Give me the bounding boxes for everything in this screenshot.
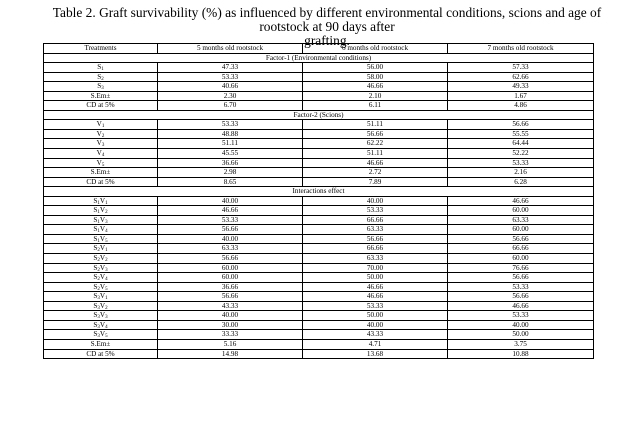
- treatment-subscript: 1: [105, 296, 108, 302]
- section-title: Factor-1 (Environmental conditions): [44, 53, 594, 63]
- treatment-symbol: V: [99, 234, 106, 243]
- treatment-symbol: S: [93, 225, 98, 234]
- treatment-label: [44, 244, 158, 254]
- value-cell: 56.66: [158, 292, 303, 302]
- treatment-symbol: S: [93, 330, 98, 339]
- value-cell: 2.30: [158, 91, 303, 101]
- table-row: [44, 91, 594, 101]
- value-cell: 56.66: [448, 273, 594, 283]
- treatment-subscript: 3: [97, 334, 100, 340]
- value-cell: 6.70: [158, 101, 303, 111]
- value-cell: 56.66: [158, 225, 303, 235]
- treatment-label: [44, 263, 158, 273]
- treatment-subscript: 1: [101, 124, 105, 130]
- treatment-symbol: V: [96, 139, 102, 148]
- table-row: [44, 168, 594, 178]
- treatment-subscript: 3: [105, 219, 108, 225]
- value-cell: 56.00: [303, 63, 448, 73]
- treatment-symbol: S: [93, 234, 98, 243]
- treatment-symbol: V: [96, 120, 102, 129]
- treatment-subscript: 1: [97, 229, 100, 235]
- treatment-symbol: V: [99, 320, 106, 329]
- treatment-symbol: CD at 5%: [86, 177, 115, 186]
- value-cell: 56.66: [448, 234, 594, 244]
- treatment-symbol: S: [93, 301, 98, 310]
- value-cell: 2.98: [158, 168, 303, 178]
- value-cell: 48.88: [158, 129, 303, 139]
- header-cell-6-months: 6 months old rootstock: [303, 44, 448, 54]
- value-cell: 53.33: [158, 72, 303, 82]
- table-row: [44, 120, 594, 130]
- treatment-symbol: V: [99, 301, 106, 310]
- value-cell: 56.66: [448, 292, 594, 302]
- value-cell: 2.10: [303, 91, 448, 101]
- treatment-label: [44, 91, 158, 101]
- value-cell: 50.00: [303, 311, 448, 321]
- treatment-symbol: S: [97, 72, 102, 81]
- treatment-symbol: S.Em±: [90, 168, 111, 177]
- value-cell: 40.00: [303, 320, 448, 330]
- value-cell: 50.00: [303, 273, 448, 283]
- value-cell: 53.33: [448, 311, 594, 321]
- treatment-subscript: 3: [97, 324, 100, 330]
- header-cell-5-months: 5 months old rootstock: [158, 44, 303, 54]
- value-cell: 46.66: [158, 206, 303, 216]
- value-cell: 50.00: [448, 330, 594, 340]
- treatment-symbol: S: [93, 263, 98, 272]
- treatment-label: [44, 149, 158, 159]
- treatment-subscript: 2: [97, 286, 100, 292]
- value-cell: 3.75: [448, 339, 594, 349]
- value-cell: 2.72: [303, 168, 448, 178]
- value-cell: 46.66: [303, 82, 448, 92]
- value-cell: 60.00: [448, 225, 594, 235]
- table-row: [44, 215, 594, 225]
- treatment-label: [44, 234, 158, 244]
- value-cell: 56.66: [448, 120, 594, 130]
- treatment-subscript: 1: [105, 248, 108, 254]
- table-body: [44, 44, 594, 359]
- treatment-label: [44, 72, 158, 82]
- table-row: [44, 254, 594, 264]
- value-cell: 30.00: [158, 320, 303, 330]
- treatment-label: [44, 292, 158, 302]
- value-cell: 53.33: [303, 301, 448, 311]
- treatment-subscript: 1: [97, 210, 100, 216]
- treatment-symbol: S: [93, 292, 98, 301]
- treatment-symbol: CD at 5%: [86, 101, 115, 110]
- value-cell: 40.00: [448, 320, 594, 330]
- table-row: [44, 149, 594, 159]
- value-cell: 46.66: [448, 196, 594, 206]
- table-row: [44, 311, 594, 321]
- table-row: [44, 292, 594, 302]
- value-cell: 51.11: [158, 139, 303, 149]
- section-title-row: [44, 53, 594, 63]
- value-cell: 40.66: [158, 82, 303, 92]
- table-row: [44, 177, 594, 187]
- treatment-label: [44, 139, 158, 149]
- value-cell: 63.33: [303, 254, 448, 264]
- table-row: [44, 320, 594, 330]
- graft-survivability-table: [43, 43, 594, 359]
- treatment-subscript: 2: [105, 258, 108, 264]
- table-caption: [40, 6, 614, 48]
- treatment-label: [44, 225, 158, 235]
- treatment-symbol: S.Em±: [90, 91, 111, 100]
- value-cell: 53.33: [448, 282, 594, 292]
- table-row: [44, 158, 594, 168]
- treatment-subscript: 2: [105, 305, 108, 311]
- treatment-label: [44, 129, 158, 139]
- value-cell: 63.33: [158, 244, 303, 254]
- treatment-label: [44, 206, 158, 216]
- treatment-subscript: 2: [97, 248, 100, 254]
- treatment-symbol: S: [93, 320, 98, 329]
- table-row: [44, 273, 594, 283]
- treatment-symbol: V: [99, 311, 106, 320]
- treatment-symbol: S: [93, 282, 98, 291]
- treatment-symbol: V: [99, 254, 106, 263]
- treatment-subscript: 3: [97, 296, 100, 302]
- treatment-symbol: V: [99, 282, 106, 291]
- value-cell: 56.66: [303, 234, 448, 244]
- value-cell: 36.66: [158, 158, 303, 168]
- value-cell: 53.33: [158, 120, 303, 130]
- section-title-row: [44, 110, 594, 120]
- treatment-symbol: S: [93, 215, 98, 224]
- treatment-symbol: CD at 5%: [86, 349, 115, 358]
- value-cell: 46.66: [303, 158, 448, 168]
- treatment-subscript: 3: [101, 86, 104, 92]
- table-row: [44, 263, 594, 273]
- treatment-symbol: V: [99, 330, 106, 339]
- section-title: Factor-2 (Scions): [44, 110, 594, 120]
- value-cell: 13.68: [303, 349, 448, 359]
- treatment-symbol: V: [99, 273, 106, 282]
- treatment-symbol: V: [96, 129, 102, 138]
- value-cell: 5.16: [158, 339, 303, 349]
- table-row: [44, 206, 594, 216]
- treatment-label: [44, 177, 158, 187]
- value-cell: 47.33: [158, 63, 303, 73]
- treatment-symbol: S: [93, 206, 98, 215]
- table-row: [44, 225, 594, 235]
- treatment-subscript: 4: [105, 277, 108, 283]
- value-cell: 62.66: [448, 72, 594, 82]
- value-cell: 4.71: [303, 339, 448, 349]
- treatment-symbol: S: [93, 254, 98, 263]
- treatment-subscript: 3: [105, 315, 108, 321]
- value-cell: 46.66: [303, 292, 448, 302]
- value-cell: 7.89: [303, 177, 448, 187]
- treatment-subscript: 2: [97, 277, 100, 283]
- value-cell: 70.00: [303, 263, 448, 273]
- table-row: [44, 129, 594, 139]
- value-cell: 6.11: [303, 101, 448, 111]
- treatment-label: [44, 120, 158, 130]
- treatment-symbol: V: [96, 158, 102, 167]
- treatment-label: [44, 63, 158, 73]
- treatment-subscript: 2: [97, 258, 100, 264]
- table-row: [44, 282, 594, 292]
- treatment-label: [44, 349, 158, 359]
- value-cell: 56.66: [303, 129, 448, 139]
- treatment-symbol: S: [93, 196, 98, 205]
- treatment-label: [44, 196, 158, 206]
- value-cell: 63.33: [448, 215, 594, 225]
- table-row: [44, 101, 594, 111]
- value-cell: 58.00: [303, 72, 448, 82]
- treatment-symbol: S.Em±: [90, 339, 111, 348]
- treatment-subscript: 5: [105, 238, 108, 244]
- header-row: [44, 44, 594, 54]
- treatment-symbol: S: [93, 244, 98, 253]
- treatment-subscript: 2: [97, 267, 100, 273]
- treatment-label: [44, 168, 158, 178]
- treatment-label: [44, 330, 158, 340]
- value-cell: 60.00: [448, 254, 594, 264]
- treatment-symbol: S: [93, 273, 98, 282]
- value-cell: 40.00: [158, 311, 303, 321]
- treatment-subscript: 1: [97, 219, 100, 225]
- treatment-label: [44, 339, 158, 349]
- table-row: [44, 244, 594, 254]
- treatment-label: [44, 311, 158, 321]
- table-row: [44, 63, 594, 73]
- value-cell: 51.11: [303, 120, 448, 130]
- table-row: [44, 72, 594, 82]
- value-cell: 45.55: [158, 149, 303, 159]
- section-title-row: [44, 187, 594, 197]
- value-cell: 46.66: [303, 282, 448, 292]
- treatment-subscript: 2: [101, 76, 104, 82]
- treatment-label: [44, 215, 158, 225]
- treatment-subscript: 3: [97, 315, 100, 321]
- treatment-symbol: V: [99, 292, 106, 301]
- treatment-subscript: 2: [101, 133, 105, 139]
- value-cell: 76.66: [448, 263, 594, 273]
- treatment-subscript: 3: [97, 305, 100, 311]
- treatment-label: [44, 82, 158, 92]
- treatment-symbol: V: [99, 206, 106, 215]
- treatment-subscript: 1: [97, 200, 100, 206]
- table-row: [44, 339, 594, 349]
- value-cell: 46.66: [448, 301, 594, 311]
- caption-line-2: grafting.: [304, 33, 350, 48]
- value-cell: 49.33: [448, 82, 594, 92]
- treatment-symbol: S: [93, 311, 98, 320]
- treatment-label: [44, 301, 158, 311]
- value-cell: 33.33: [158, 330, 303, 340]
- value-cell: 57.33: [448, 63, 594, 73]
- treatment-symbol: V: [96, 149, 102, 158]
- value-cell: 43.33: [158, 301, 303, 311]
- value-cell: 10.88: [448, 349, 594, 359]
- table-row: [44, 234, 594, 244]
- treatment-subscript: 4: [105, 229, 108, 235]
- value-cell: 52.22: [448, 149, 594, 159]
- treatment-subscript: 1: [105, 200, 108, 206]
- treatment-subscript: 4: [101, 153, 105, 159]
- value-cell: 51.11: [303, 149, 448, 159]
- treatment-subscript: 4: [105, 324, 108, 330]
- table-row: [44, 301, 594, 311]
- treatment-label: [44, 282, 158, 292]
- value-cell: 14.98: [158, 349, 303, 359]
- value-cell: 40.00: [158, 196, 303, 206]
- value-cell: 63.33: [303, 225, 448, 235]
- treatment-label: [44, 101, 158, 111]
- treatment-symbol: S: [97, 63, 102, 72]
- caption-line-1: Table 2. Graft survivability (%) as influenced by different environmental conditions, scions and age of rootstock at 90 days after: [52, 5, 602, 34]
- treatment-subscript: 1: [101, 67, 104, 73]
- value-cell: 40.00: [158, 234, 303, 244]
- treatment-label: [44, 254, 158, 264]
- value-cell: 55.55: [448, 129, 594, 139]
- treatment-symbol: V: [99, 263, 106, 272]
- treatment-label: [44, 273, 158, 283]
- value-cell: 2.16: [448, 168, 594, 178]
- section-title: Interactions effect: [44, 187, 594, 197]
- treatment-symbol: V: [99, 196, 106, 205]
- treatment-subscript: 3: [105, 267, 108, 273]
- value-cell: 1.67: [448, 91, 594, 101]
- value-cell: 66.66: [448, 244, 594, 254]
- treatment-symbol: V: [99, 215, 106, 224]
- treatment-subscript: 5: [101, 162, 105, 168]
- treatment-symbol: S: [97, 82, 102, 91]
- value-cell: 43.33: [303, 330, 448, 340]
- header-cell-treatments: Treatments: [44, 44, 158, 54]
- value-cell: 66.66: [303, 215, 448, 225]
- value-cell: 53.33: [158, 215, 303, 225]
- treatment-label: [44, 158, 158, 168]
- value-cell: 60.00: [448, 206, 594, 216]
- value-cell: 6.28: [448, 177, 594, 187]
- value-cell: 4.86: [448, 101, 594, 111]
- treatment-subscript: 1: [97, 238, 100, 244]
- value-cell: 36.66: [158, 282, 303, 292]
- treatment-subscript: 5: [105, 286, 108, 292]
- value-cell: 60.00: [158, 263, 303, 273]
- treatment-symbol: V: [99, 244, 106, 253]
- value-cell: 64.44: [448, 139, 594, 149]
- value-cell: 40.00: [303, 196, 448, 206]
- table-row: [44, 139, 594, 149]
- value-cell: 53.33: [303, 206, 448, 216]
- table-row: [44, 196, 594, 206]
- header-cell-7-months: 7 months old rootstock: [448, 44, 594, 54]
- treatment-subscript: 5: [105, 334, 108, 340]
- table-row: [44, 349, 594, 359]
- treatment-subscript: 3: [101, 143, 105, 149]
- table-row: [44, 330, 594, 340]
- table-row: [44, 82, 594, 92]
- value-cell: 8.65: [158, 177, 303, 187]
- value-cell: 60.00: [158, 273, 303, 283]
- value-cell: 53.33: [448, 158, 594, 168]
- value-cell: 66.66: [303, 244, 448, 254]
- treatment-subscript: 2: [105, 210, 108, 216]
- value-cell: 62.22: [303, 139, 448, 149]
- value-cell: 56.66: [158, 254, 303, 264]
- treatment-label: [44, 320, 158, 330]
- treatment-symbol: V: [99, 225, 106, 234]
